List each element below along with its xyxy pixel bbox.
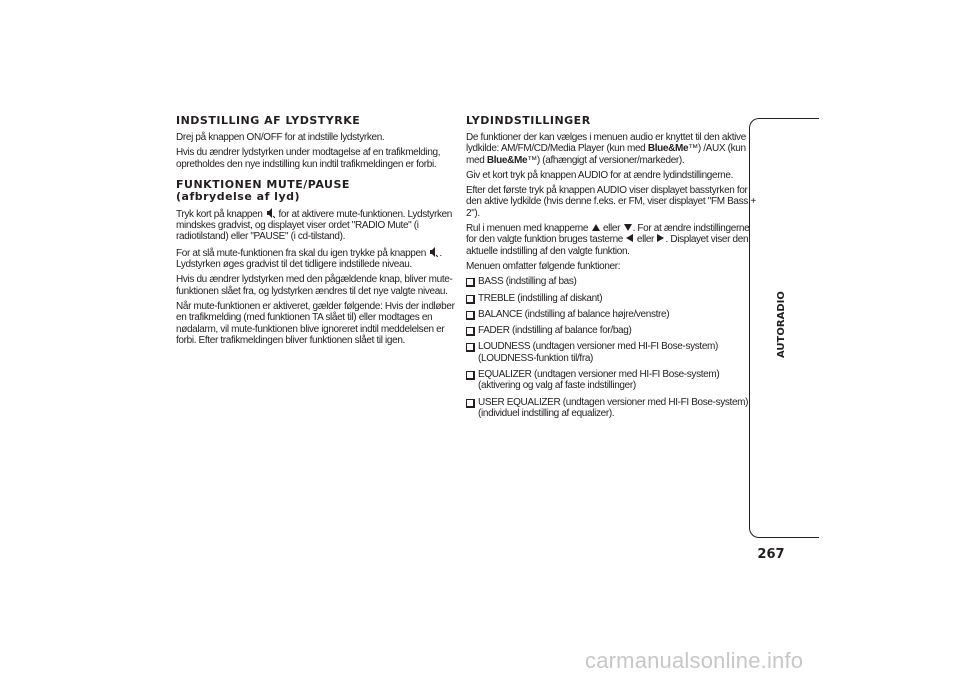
function-list bbox=[466, 276, 758, 419]
arrow-down-icon bbox=[624, 224, 632, 231]
checkbox-bullet-icon bbox=[466, 327, 475, 336]
paragraph: Drej på knappen ON/OFF for at indstille lydstyrken. bbox=[176, 132, 385, 143]
text-run: ™) /AUX (kun med bbox=[466, 143, 746, 166]
list-item-label: BALANCE (indstilling af balance højre/venstre) bbox=[478, 308, 670, 320]
heading-mute-line1: FUNKTIONEN MUTE/PAUSE bbox=[176, 177, 350, 191]
paragraph: Giv et kort tryk på knappen AUDIO for at ændre lydindstillingerne. bbox=[466, 169, 734, 181]
list-item-label: EQUALIZER (undtagen versioner med HI-FI Bose-system) (aktivering og valg af faste indstillinger) bbox=[478, 369, 720, 392]
paragraph: Menuen omfatter følgende funktioner: bbox=[466, 260, 621, 272]
paragraph bbox=[466, 223, 758, 257]
list-item-label: LOUDNESS (undtagen versioner med HI-FI Bose-system) (LOUDNESS-funktion til/fra) bbox=[478, 341, 719, 364]
checkbox-bullet-icon bbox=[466, 371, 475, 380]
text-run: for at aktivere mute-funktionen. Lydstyrken mindskes gradvist, og displayet viser ordet "RADIO Mute" (i radiotilstand) eller "PAUSE" (i cd-tilstand). bbox=[176, 208, 453, 243]
list-item bbox=[466, 369, 758, 392]
paragraph bbox=[466, 132, 758, 166]
checkbox-bullet-icon bbox=[466, 311, 475, 320]
text-run: For at slå mute-funktionen fra skal du igen trykke på knappen bbox=[176, 247, 426, 259]
paragraph: Hvis du ændrer lydstyrken under modtagelse af en trafikmelding, opretholdes den nye indstilling kun indtil trafikmeldingen er forbi. bbox=[176, 147, 441, 170]
text-run: . For at ændre indstillingerne for den valgte funktion bruges tasterne bbox=[466, 223, 750, 246]
section-tab-label bbox=[772, 291, 792, 358]
text-run: Rul i menuen med knapperne bbox=[466, 223, 589, 235]
mute-button-icon bbox=[266, 208, 275, 218]
list-item bbox=[466, 293, 758, 304]
text-run: De funktioner der kan vælges i menuen audio er knyttet til den aktive lydkilde: AM/FM/CD/Media Player (kun med bbox=[466, 132, 746, 155]
list-item-label: FADER (indstilling af balance for/bag) bbox=[478, 325, 632, 337]
arrow-right-icon bbox=[657, 234, 664, 242]
list-item-label: TREBLE (indstilling af diskant) bbox=[478, 292, 603, 304]
watermark: carmanualsonline.info bbox=[585, 648, 804, 673]
heading-sound-settings: LYDINDSTILLINGER bbox=[466, 114, 591, 127]
text-run: Tryk kort på knappen bbox=[176, 208, 263, 220]
text-run: ™) (afhængigt af versioner/markeder). bbox=[527, 154, 685, 166]
arrow-up-icon bbox=[592, 224, 600, 231]
text-run: . Lydstyrken øges gradvist til det tidligere indstillede niveau. bbox=[176, 247, 442, 271]
heading-mute bbox=[176, 179, 466, 203]
list-item bbox=[466, 309, 758, 320]
paragraph bbox=[176, 247, 466, 271]
heading-mute-line2: (afbrydelse af lyd) bbox=[176, 189, 301, 203]
left-column bbox=[176, 115, 466, 350]
checkbox-bullet-icon bbox=[466, 343, 475, 352]
right-column bbox=[466, 115, 758, 424]
text-run: . Displayet viser den aktuelle indstilling af den valgte funktion. bbox=[466, 234, 749, 257]
paragraph: Når mute-funktionen er aktiveret, gælder følgende: Hvis der indløber en trafikmelding (med funktionen TA slået til) eller modtages en nødalarm, vil mute-funktionen blive ignoreret indtil meddelelsen er forbi. Efter trafikmeldingen bliver funktionen slået til igen. bbox=[176, 300, 455, 346]
list-item-label: USER EQUALIZER (undtagen versioner med HI-FI Bose-system) (individuel indstilling af equalizer). bbox=[478, 396, 749, 419]
brand-name: Blue&Me bbox=[647, 143, 689, 155]
text-run: eller bbox=[636, 234, 655, 246]
text-run: eller bbox=[602, 223, 621, 235]
list-item bbox=[466, 341, 758, 364]
section-tab-text: AUTORADIO bbox=[776, 291, 787, 358]
list-item bbox=[466, 397, 758, 420]
checkbox-bullet-icon bbox=[466, 399, 475, 408]
checkbox-bullet-icon bbox=[466, 295, 475, 304]
list-item bbox=[466, 276, 758, 287]
paragraph bbox=[176, 208, 466, 243]
brand-name: Blue&Me bbox=[486, 154, 528, 166]
arrow-left-icon bbox=[626, 234, 633, 242]
paragraph: Efter det første tryk på knappen AUDIO viser displayet basstyrken for den aktive lydkilde (hvis denne f.eks. er FM, viser displayet "FM Bass + 2"). bbox=[466, 185, 756, 219]
list-item bbox=[466, 325, 758, 336]
checkbox-bullet-icon bbox=[466, 278, 475, 287]
paragraph: Hvis du ændrer lydstyrken med den pågældende knap, bliver mute-funktionen slået fra, og lydstyrken ændres til det nye valgte niveau. bbox=[176, 274, 453, 297]
mute-button-icon bbox=[429, 247, 438, 257]
list-item-label: BASS (indstilling af bas) bbox=[478, 276, 577, 288]
heading-volume: INDSTILLING AF LYDSTYRKE bbox=[176, 114, 361, 127]
page-number: 267 bbox=[757, 547, 785, 562]
